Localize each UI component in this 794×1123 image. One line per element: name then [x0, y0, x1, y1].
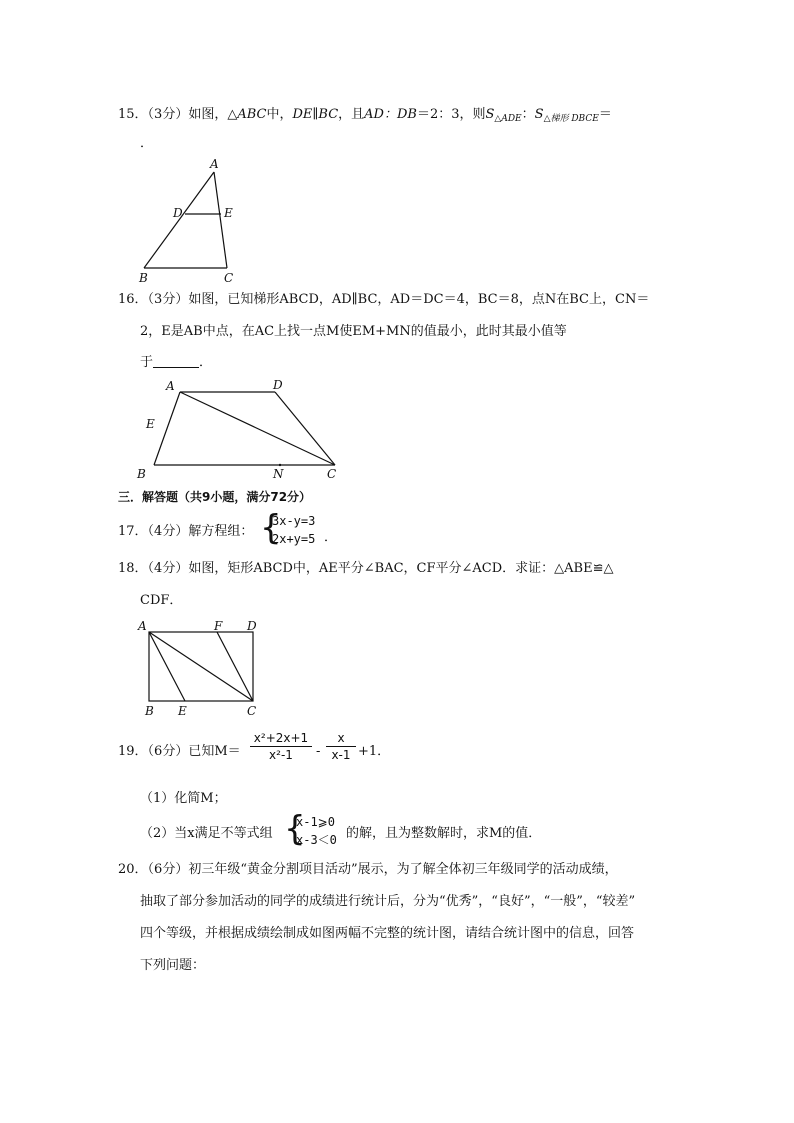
fraction-1 [250, 731, 312, 762]
q16-line1: 16．（3分）如图，已知梯形ABCD，AD∥BC，AD＝DC＝4，BC＝8，点N在BC上，CN＝ [118, 292, 650, 307]
fig-label-c: C [327, 467, 337, 481]
left-brace: { [284, 809, 306, 849]
math-abc: ABC [237, 107, 267, 122]
q18-line1: 18．（4分）如图，矩形ABCD中，AE平分∠BAC，CF平分∠ACD．求证：△ABE≌△ [118, 561, 614, 576]
q19-inequality-system [296, 813, 337, 849]
q19-part1: （1）化简M； [140, 791, 227, 806]
q20-line2: 抽取了部分参加活动的同学的成绩进行统计后，分为“优秀”，“良好”，“一般”，“较差” [140, 894, 636, 909]
math-s: S [534, 107, 544, 122]
section-heading: 三．解答题（共9小题，满分72分） [118, 490, 312, 504]
numerator: x [337, 731, 345, 745]
math-ad-db: AD：DB [364, 107, 417, 122]
question-score: （3分） [147, 107, 189, 122]
fig-label-f: F [214, 619, 223, 633]
q15-line1 [118, 107, 612, 127]
math-de-parallel-bc: DE∥BC [292, 107, 339, 122]
fig-label-e: E [224, 206, 233, 220]
q15-triangle-figure [130, 155, 250, 285]
q19-prefix: 19．（6分）已知M＝ [118, 744, 241, 759]
math-subscript: △梯形 DBCE [543, 114, 599, 124]
q16-line2: 2，E是AB中点，在AC上找一点M使EM+MN的值最小，此时其最小值等 [140, 324, 567, 339]
math-subscript: △ADE [494, 114, 522, 124]
fig-label-a: A [166, 379, 175, 393]
q17-suffix: ． [324, 530, 338, 545]
fig-label-a: A [138, 619, 147, 633]
q20-line1: 20．（6分）初三年级“黄金分割项目活动”展示，为了解全体初三年级同学的活动成绩， [118, 862, 618, 877]
fraction-bar [326, 746, 356, 747]
left-brace: { [260, 508, 282, 548]
minus-sign: - [316, 744, 321, 759]
q18-line2: CDF． [140, 593, 183, 608]
equation-1: 3x-y=3 [272, 514, 316, 528]
fig-label-e: E [178, 704, 187, 718]
fraction-2 [326, 731, 356, 762]
numerator: x²+2x+1 [253, 731, 309, 745]
q16-line3 [140, 355, 212, 371]
equation-2: 2x+y=5 [272, 532, 316, 546]
q17-prefix: 17．（4分）解方程组： [118, 524, 254, 539]
fig-label-c: C [247, 704, 257, 718]
fig-label-c: C [224, 271, 234, 285]
q17-system [272, 512, 315, 548]
question-number: 15． [118, 107, 148, 122]
inequality-1: x-1⩾0 [296, 815, 335, 829]
text: ： [521, 107, 535, 122]
math-s: S [485, 107, 495, 122]
fig-label-e: E [146, 417, 155, 431]
fig-label-b: B [137, 467, 146, 481]
fig-label-a: A [210, 157, 219, 171]
q20-line3: 四个等级，并根据成绩绘制成如图两幅不完整的统计图，请结合统计图中的信息，回答 [140, 926, 635, 941]
denominator: x²-1 [269, 748, 293, 762]
fig-label-d: D [173, 206, 183, 220]
fraction-bar [250, 746, 312, 747]
text: ． [199, 355, 213, 370]
q19-part2-prefix: （2）当x满足不等式组 [140, 826, 273, 841]
q15-line2: ． [140, 136, 154, 151]
text: 中， [266, 107, 293, 122]
text: ＝ [598, 107, 612, 122]
text: ＝2：3，则 [416, 107, 486, 122]
fig-label-b: B [139, 271, 148, 285]
denominator: x-1 [331, 748, 351, 762]
q20-line4: 下列问题： [140, 958, 206, 973]
text: 如图，△ [188, 107, 238, 122]
answer-blank[interactable] [153, 355, 199, 368]
fig-label-d: D [247, 619, 257, 633]
fig-label-b: B [145, 704, 154, 718]
fig-label-n: N [273, 467, 284, 481]
text: 于 [140, 355, 154, 370]
q16-trapezoid-figure [135, 375, 350, 485]
fig-label-d: D [273, 378, 283, 392]
inequality-2: x-3＜0 [296, 833, 337, 847]
q19-tail: +1． [358, 744, 391, 759]
text: ，且 [338, 107, 365, 122]
q18-rectangle-figure [130, 615, 270, 720]
q19-part2-suffix: 的解，且为整数解时，求M的值． [346, 826, 542, 841]
